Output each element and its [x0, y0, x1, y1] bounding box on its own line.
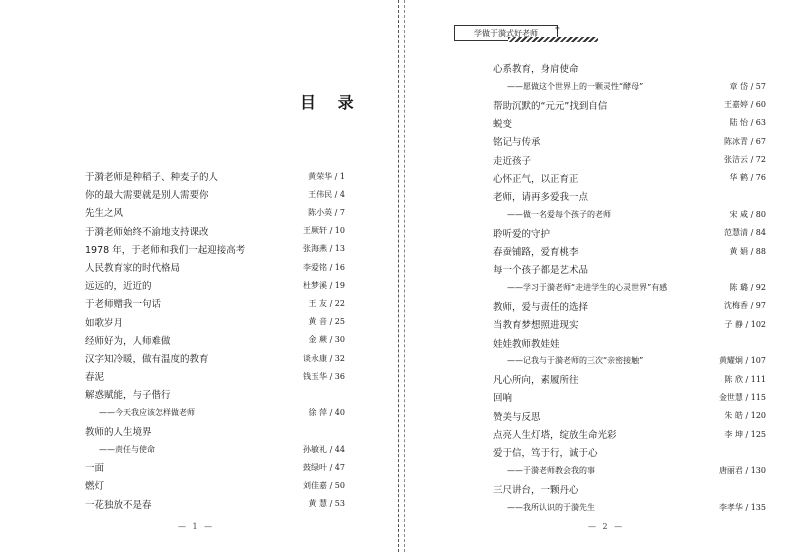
toc-entry-title: 回响	[493, 393, 513, 405]
left-page-number: — 1 —	[178, 522, 215, 531]
toc-entry-author-page: 陆 怡 / 63	[729, 118, 766, 128]
header-stripe-decoration	[508, 37, 598, 42]
toc-entry	[85, 367, 345, 385]
toc-entry-author-page: 黄耀炯 / 107	[718, 356, 766, 366]
toc-entry	[85, 203, 345, 221]
toc-entry-title: 春蚕铺路，爱育桃李	[493, 247, 579, 258]
toc-entry	[85, 331, 345, 349]
toc-entry-author-page: 华 鹤 / 76	[729, 173, 766, 183]
toc-entry	[493, 388, 766, 406]
toc-entry-title: 教师的人生境界	[85, 426, 152, 438]
toc-entry-title: 1978 年，于老师和我们一起迎接高考	[85, 244, 246, 256]
toc-entry	[493, 114, 766, 132]
toc-entry	[493, 260, 766, 278]
toc-entry-title: 心系教育，身肩使命	[493, 64, 579, 75]
toc-entry-author-page: 黄 娟 / 88	[729, 246, 766, 256]
toc-entry-author-page: 王 友 / 22	[308, 298, 345, 308]
toc-entry	[85, 349, 345, 367]
page-fold-line	[398, 0, 399, 552]
toc-entry	[493, 77, 766, 95]
toc-entry-title: 老师，请再多爱我一点	[493, 192, 589, 204]
toc-entry-title: 先生之风	[85, 208, 124, 220]
toc-entry	[493, 425, 766, 443]
toc-title: 目 录	[300, 93, 362, 112]
toc-entry-title: 一花独放不是春	[85, 499, 152, 511]
toc-entry-title: 每一个孩子都是艺术品	[493, 265, 589, 277]
toc-entry-title: 于老师赠我一句话	[85, 299, 162, 311]
toc-entry-author-page: 陈 璐 / 92	[729, 283, 766, 293]
toc-entry-title: 春泥	[85, 372, 105, 384]
toc-entry-title: 教师，爱与责任的选择	[493, 301, 589, 313]
toc-entry-author-page: 刘佳嘉 / 50	[303, 480, 345, 490]
toc-entry-author-page: 黄 音 / 25	[308, 317, 345, 327]
toc-entry-title: ——做一名爱每个孩子的老师	[507, 209, 611, 219]
toc-entry-title: 当教育梦想照进现实	[493, 320, 579, 332]
toc-entry	[493, 151, 766, 169]
toc-entry-title: 爱于信，笃于行，诚于心	[493, 448, 598, 460]
toc-entry-title: 一面	[85, 463, 105, 475]
toc-entry-title: 如歌岁月	[85, 317, 124, 329]
toc-entry-author-page: 陈小英 / 7	[308, 207, 345, 217]
toc-entry	[493, 443, 766, 461]
toc-entry	[493, 480, 766, 498]
toc-entry-author-page: 钱玉华 / 36	[303, 371, 345, 381]
toc-entry-title: 经师好为，人师难做	[85, 335, 171, 347]
toc-entry-title: 帮助沉默的“元元”找到自信	[493, 100, 608, 112]
toc-entry	[493, 297, 766, 315]
toc-entry-title: ——今天我应该怎样做老师	[99, 408, 195, 418]
toc-entry	[85, 240, 345, 258]
toc-entry	[493, 352, 766, 370]
toc-entry-author-page: 朱 皓 / 120	[724, 411, 766, 421]
toc-entry	[85, 440, 345, 458]
header-badge: 学做于漪式好老师	[454, 25, 558, 41]
toc-entry-author-page: 张洁云 / 72	[724, 155, 766, 164]
toc-entry	[85, 185, 345, 203]
toc-entry	[493, 59, 766, 77]
toc-entry-author-page: 王嘉婷 / 60	[724, 100, 766, 110]
toc-entry	[493, 242, 766, 260]
toc-entry-author-page: 陈 欣 / 111	[724, 374, 766, 384]
toc-entry-title: 心怀正气，以正育正	[493, 173, 579, 185]
toc-entry	[493, 334, 766, 352]
toc-entry-title: 于漪老师始终不渝地支持课改	[85, 226, 209, 238]
toc-entry-author-page: 李爱铭 / 16	[303, 262, 345, 272]
toc-entry	[493, 205, 766, 223]
toc-entry	[85, 294, 345, 312]
toc-entry-author-page: 陈冰青 / 67	[724, 136, 766, 146]
toc-entry-title: 燃灯	[85, 481, 105, 493]
toc-entry	[493, 169, 766, 187]
toc-entry	[493, 370, 766, 388]
right-page-number: — 2 —	[588, 522, 625, 531]
toc-entry-author-page: 黄 慧 / 53	[308, 499, 345, 509]
toc-entry	[85, 276, 345, 294]
sparkle-icon: ✧	[554, 24, 561, 33]
toc-entry-author-page: 李孝华 / 135	[718, 502, 766, 512]
toc-entry-title: 你的最大需要就是别人需要你	[85, 190, 209, 202]
page-fold-line-inner	[404, 0, 405, 552]
toc-entry	[493, 132, 766, 150]
toc-entry-author-page: 谈永康 / 32	[303, 353, 345, 363]
toc-entry	[85, 167, 345, 185]
toc-entry-title: 走近孩子	[493, 155, 532, 167]
toc-entry	[493, 279, 766, 297]
toc-entry-title: 三尺讲台，一颗丹心	[493, 484, 579, 496]
toc-entry-title: 远远的，近近的	[85, 281, 152, 293]
toc-entry-author-page: 王伟民 / 4	[308, 189, 345, 199]
toc-entry-title: 汉字知冷暖，做有温度的教育	[85, 354, 209, 365]
toc-entry-title: 点亮人生灯塔，绽放生命光彩	[493, 430, 617, 441]
toc-entry-title: 凡心所向，素履所往	[493, 375, 579, 387]
toc-entry	[493, 462, 766, 480]
toc-entry-author-page: 鼓绿叶 / 47	[303, 462, 345, 472]
toc-entry	[85, 222, 345, 240]
toc-entry	[85, 495, 345, 513]
toc-entry-author-page: 宋 咸 / 80	[729, 209, 766, 219]
toc-entry	[493, 224, 766, 242]
toc-entry-title: 人民教育家的时代格局	[85, 263, 181, 274]
left-page	[0, 0, 392, 552]
toc-entry-title: ——愿做这个世界上的一颗灵性“酵母”	[507, 81, 644, 91]
toc-entry	[493, 315, 766, 333]
toc-entry-author-page: 王厥轩 / 10	[303, 226, 345, 236]
toc-entry	[493, 407, 766, 425]
toc-entry	[85, 385, 345, 403]
toc-entry	[493, 96, 766, 114]
toc-entry-title: 于漪老师是种稻子、种麦子的人	[85, 172, 219, 183]
toc-entry-author-page: 李 坤 / 125	[724, 429, 766, 439]
toc-entry-author-page: 子 静 / 102	[724, 319, 766, 329]
toc-entry-author-page: 沈梅香 / 97	[724, 301, 766, 311]
toc-entry-author-page: 唐丽君 / 130	[718, 466, 766, 476]
toc-entry-title: 解惑赋能，与子偕行	[85, 390, 171, 402]
toc-entry-author-page: 杜梦溪 / 19	[303, 280, 345, 290]
toc-entry-author-page: 孙敏礼 / 44	[303, 444, 345, 454]
toc-entry-title: 铭记与传承	[493, 137, 541, 149]
toc-entry-title: ——于漪老师教会我的事	[507, 466, 595, 476]
toc-entry-title: ——记我与于漪老师的三次“亲密接触”	[507, 356, 644, 366]
toc-entry-author-page: 金世慧 / 115	[718, 392, 766, 402]
toc-entry	[85, 258, 345, 276]
toc-entry-title: 娃娃教师教娃娃	[493, 338, 560, 350]
toc-entry-title: ——我所认识的于漪先生	[507, 502, 595, 512]
toc-entry-title: 蜕变	[493, 118, 513, 130]
toc-entry-author-page: 徐 萍 / 40	[308, 408, 345, 418]
toc-entry-author-page: 黄荣华 / 1	[308, 171, 345, 181]
right-page	[408, 0, 800, 552]
toc-entry	[493, 187, 766, 205]
toc-entry-author-page: 张海燕 / 13	[303, 244, 345, 254]
toc-entry	[85, 458, 345, 476]
toc-entry	[85, 422, 345, 440]
toc-entry-author-page: 范慧清 / 84	[724, 228, 766, 238]
toc-entry	[493, 498, 766, 516]
toc-entry-author-page: 章 岱 / 57	[729, 81, 766, 91]
toc-entry	[85, 313, 345, 331]
toc-entry-author-page: 金 蕨 / 30	[308, 335, 345, 345]
toc-entry-title: ——责任与使命	[99, 444, 155, 454]
toc-entry-title: ——学习于漪老师“走进学生的心灵世界”有感	[507, 283, 668, 293]
toc-entry-title: 赞美与反思	[493, 411, 541, 423]
toc-entry-title: 聆听爱的守护	[493, 228, 551, 240]
toc-entry	[85, 476, 345, 494]
toc-entry	[85, 404, 345, 422]
